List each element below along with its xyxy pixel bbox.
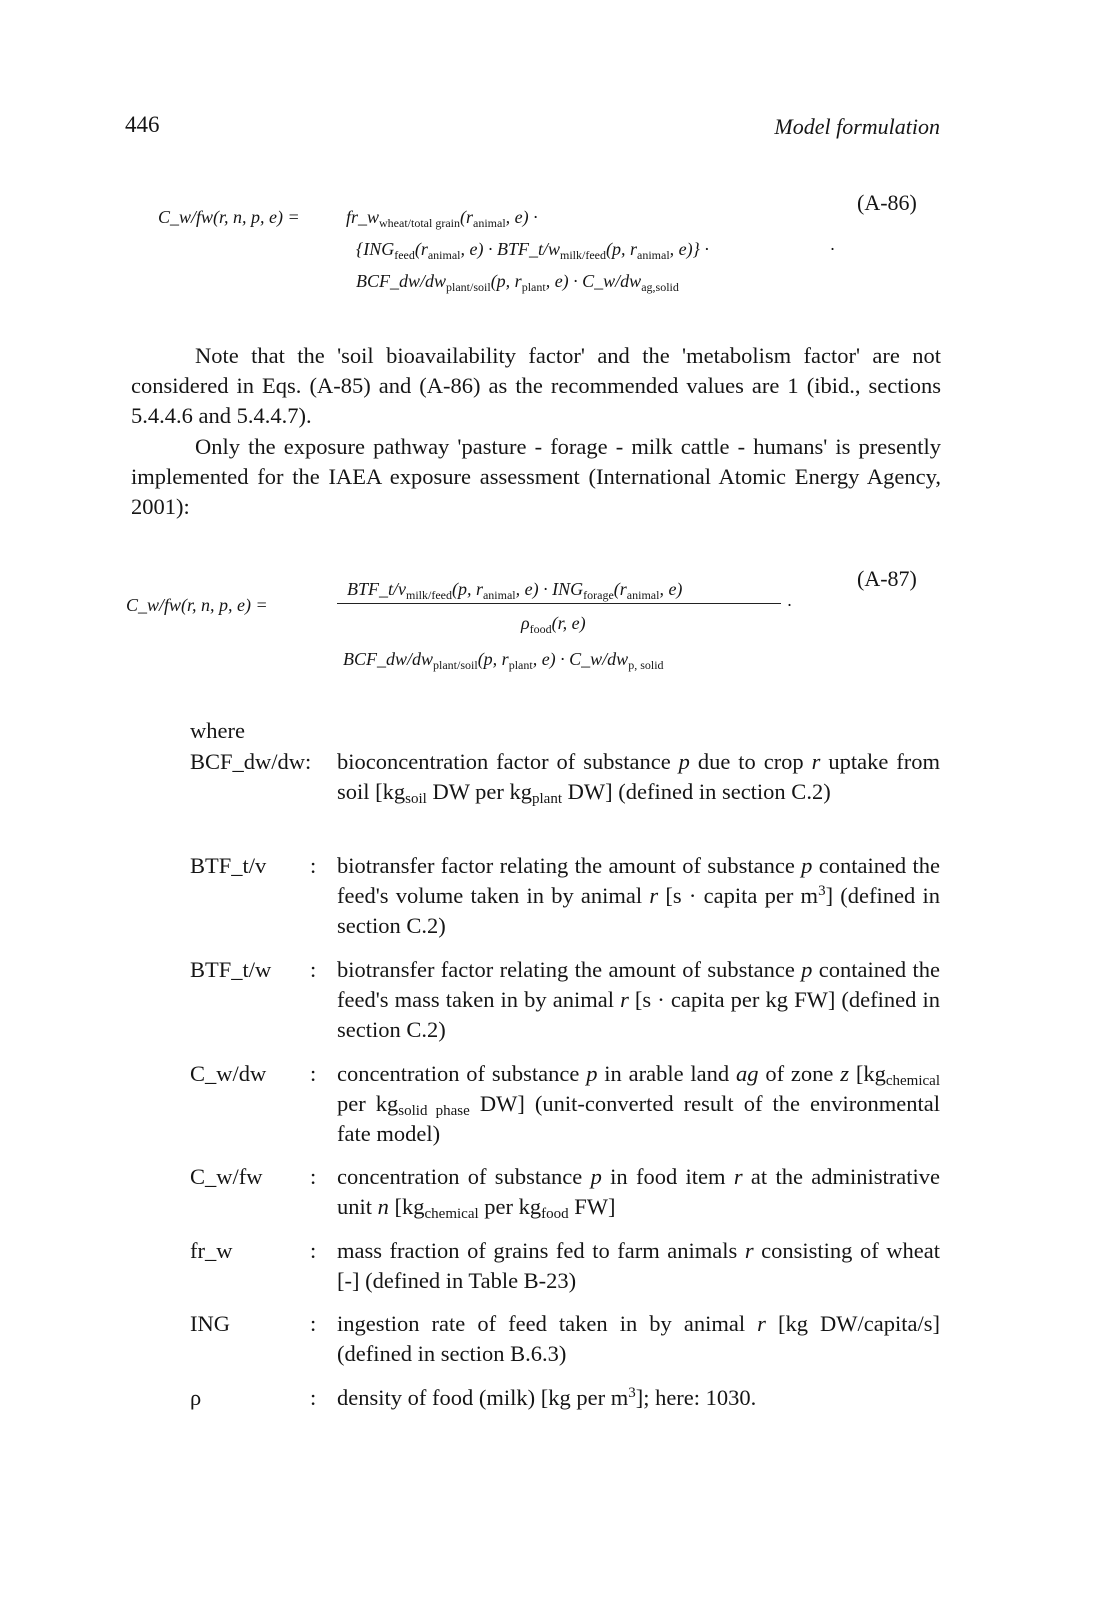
eq87-denominator: $\rho_{food}(r$, e) [521,613,586,636]
glossary-term-ing: ING [190,1311,230,1336]
glossary-colon: : [310,957,317,982]
eq86-lhs: C_w/fw(r, n, p, e) = [158,207,300,227]
page-number: 446 [125,112,160,137]
glossary-colon: : [310,1164,317,1189]
glossary-def-bcf: bioconcentration factor of substance p due to crop r uptake from soil [$kg_{soil}$ DW per $kg_{plant}$ DW] (defined in section C.2) [337,749,941,807]
glossary-def-cwdw: concentration of substance p in arable land ag of zone z [$kg_{chemical}$ per $kg_{solid phase}$ DW] (unit-converted result of the environmental fate model) [337,1061,940,1146]
glossary-def-btf-tw: biotransfer factor relating the amount of substance p contained the feed's mass taken in by animal r [s · capita per kg FW] (defined in section C.2) [337,957,940,1042]
eq86-line1: $fr\_w_{wheat/total grain}(r_{animal}$, e) · [346,207,538,230]
eq87-lhs: C_w/fw(r, n, p, e) = [126,595,268,615]
paragraph-note: Note that the 'soil bioavailability factor' and the 'metabolism factor' are not considered in Eqs. (A-85) and (A-86) as the recommended values are 1 (ibid., sections 5.4.4.6 and 5.4.4.7). [131,343,941,428]
glossary-def-rho: density of food (milk) [kg per $m^3$]; here: 1030. [337,1385,757,1410]
glossary-term-frw: fr_w [190,1238,233,1263]
eq87-fraction-bar [337,603,781,604]
glossary-colon: : [310,1385,317,1410]
glossary-colon: : [310,1238,317,1263]
glossary-term-btf-tv: BTF_t/v [190,853,267,878]
where-label: where [190,718,245,743]
eq87-numerator: $BTF\_t/v_{milk/feed}(p$, $r_{animal}$, $e) \cdot ING_{forage}(r_{animal}$, e) [347,579,683,602]
glossary-colon: : [310,1311,317,1336]
eq86-line2: {$ING_{feed}(r_{animal}$, $e) \cdot BTF\_t/w_{milk/feed}(p$, $r_{animal}$, e)} · [356,239,709,262]
glossary-colon: : [310,1061,317,1086]
eq86-line3: $BCF\_dw/dw_{plant/soil}(p$, $r_{plant}$, $e) \cdot C\_w/dw_{ag,solid}$ [356,271,679,294]
glossary-term-btf-tw: BTF_t/w [190,957,272,982]
glossary-term-cwfw: C_w/fw [190,1164,263,1189]
eq87-dot: · [787,595,792,615]
eq86-trailing-dot: · [830,239,835,259]
paragraph-pathway: Only the exposure pathway 'pasture - forage - milk cattle - humans' is presently implemented for the IAEA exposure assessment (International Atomic Energy Agency, 2001): [131,434,941,519]
glossary-colon: : [310,853,317,878]
glossary-def-frw: mass fraction of grains fed to farm animals r consisting of wheat [-] (defined in Table B-23) [337,1238,940,1293]
eq86-number: (A-86) [857,190,917,215]
running-head: Model formulation [774,114,940,139]
glossary-def-btf-tv: biotransfer factor relating the amount of substance p contained the feed's volume taken in by animal r [s · capita per $m^3$] (defined in section C.2) [337,853,940,938]
glossary-def-cwfw: concentration of substance p in food item r at the administrative unit n [$kg_{chemical}$ per $kg_{food}$ FW] [337,1164,940,1222]
glossary-term-rho: ρ [190,1385,202,1410]
glossary-def-ing: ingestion rate of feed taken in by animal r [kg DW/capita/s] (defined in section B.6.3) [337,1311,940,1366]
glossary-term-cwdw: C_w/dw [190,1061,267,1086]
glossary-term-bcf: BCF_dw/dw: [190,749,312,774]
eq87-line3: $BCF\_dw/dw_{plant/soil}(p$, $r_{plant}$, $e) \cdot C\_w/dw_{p, solid}$ [343,649,664,672]
eq87-number: (A-87) [857,566,917,591]
